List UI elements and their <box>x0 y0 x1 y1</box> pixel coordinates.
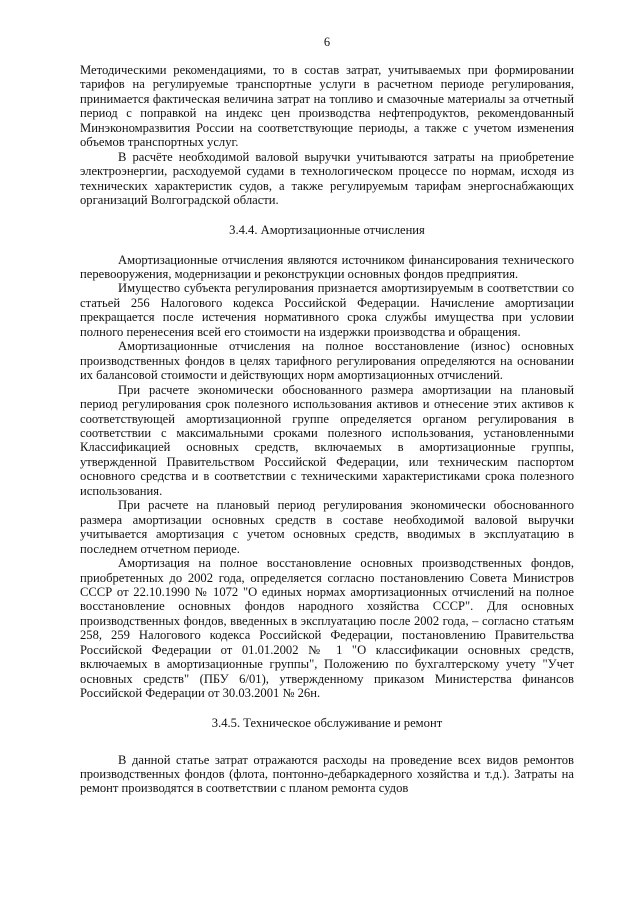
paragraph-depreciation-basis: Амортизационные отчисления на полное восстановление (износ) основных производственных фондов в целях тарифного регулирования определяются на основании их балансовой стоимости и действующих норм амортизационных отчислений. <box>80 339 574 383</box>
paragraph-depreciable-property: Имущество субъекта регулирования признается амортизируемым в соответствии со статьей 256 Налогового кодекса Российской Федерации. Начисление амортизации прекращается после истечения нормативного срока службы имущества при условии полного перенесения всей его стоимости на издержки производства и обращения. <box>80 281 574 339</box>
paragraph-fuel-costs: Методическими рекомендациями, то в состав затрат, учитываемых при формировании тарифов на регулируемые транспортные услуги в расчетном периоде регулирования, принимается фактическая величина затрат на топливо и смазочные материалы за отчетный период с поправкой на индекс цен производства нефтепродуктов, рекомендованный Минэкономразвития России на соответствующие периоды, а также с учетом изменения объемов транспортных услуг. <box>80 63 574 150</box>
page-number: 6 <box>323 35 331 49</box>
paragraph-depreciation-rules: Амортизация на полное восстановление основных производственных фондов, приобретенных до 2002 года, определяется согласно постановлению Совета Министров СССР от 22.10.1990 № 1072 "О единых нормах амортизационных отчислений на полное восстановление основных фондов народного хозяйства СССР". Для основных производственных фондов, введенных в эксплуатацию после 2002 года, – согласно статьям 258, 259 Налогового кодекса Российской Федерации, постановлению Правительства Российской Федерации от 01.01.2002 № 1 "О классификации основных средств, включаемых в амортизационные группы", Положению по бухгалтерскому учету "Учет основных средств" (ПБУ 6/01), утвержденному приказом Министерства финансов Российской Федерации от 30.03.2001 № 26н. <box>80 556 574 701</box>
section-heading-depreciation: 3.4.4. Амортизационные отчисления <box>229 222 425 237</box>
paragraph-useful-life: При расчете экономически обоснованного размера амортизации на плановый период регулирования срок полезного использования активов и отнесение этих активов к соответствующей амортизационной группе определяется органом регулирования в соответствии с максимальными сроками полезного использования, установленными Классификацией основных средств, включаемых в амортизационные группы, утвержденной Правительством Российской Федерации, или техническим паспортом основного средства и в соответствии с техническими характеристиками срока полезного использования. <box>80 382 574 498</box>
paragraph-repair-costs: В данной статье затрат отражаются расходы на проведение всех видов ремонтов производственных фондов (флота, понтонно-дебаркадерного хозяйства и т.д.). Затраты на ремонт производятся в соответствии с планом ремонта судов <box>80 752 574 796</box>
paragraph-planned-period: При расчете на плановый период регулирования экономически обоснованного размера амортизации основных средств в составе необходимой валовой выручки учитывается амортизация с учетом основных средств, вводимых в эксплуатацию в последнем отчетном периоде. <box>80 498 574 556</box>
paragraph-electricity-costs: В расчёте необходимой валовой выручки учитываются затраты на приобретение электроэнергии, расходуемой судами в технологическом процессе по нормам, исходя из технических характеристик судов, а также регулируемым тарифам энергоснабжающих организаций Волгоградской области. <box>80 149 574 208</box>
paragraph-depreciation-source: Амортизационные отчисления являются источником финансирования технического перевооружения, модернизации и реконструкции основных фондов предприятия. <box>80 252 574 281</box>
section-heading-maintenance: 3.4.5. Техническое обслуживание и ремонт <box>211 715 443 730</box>
